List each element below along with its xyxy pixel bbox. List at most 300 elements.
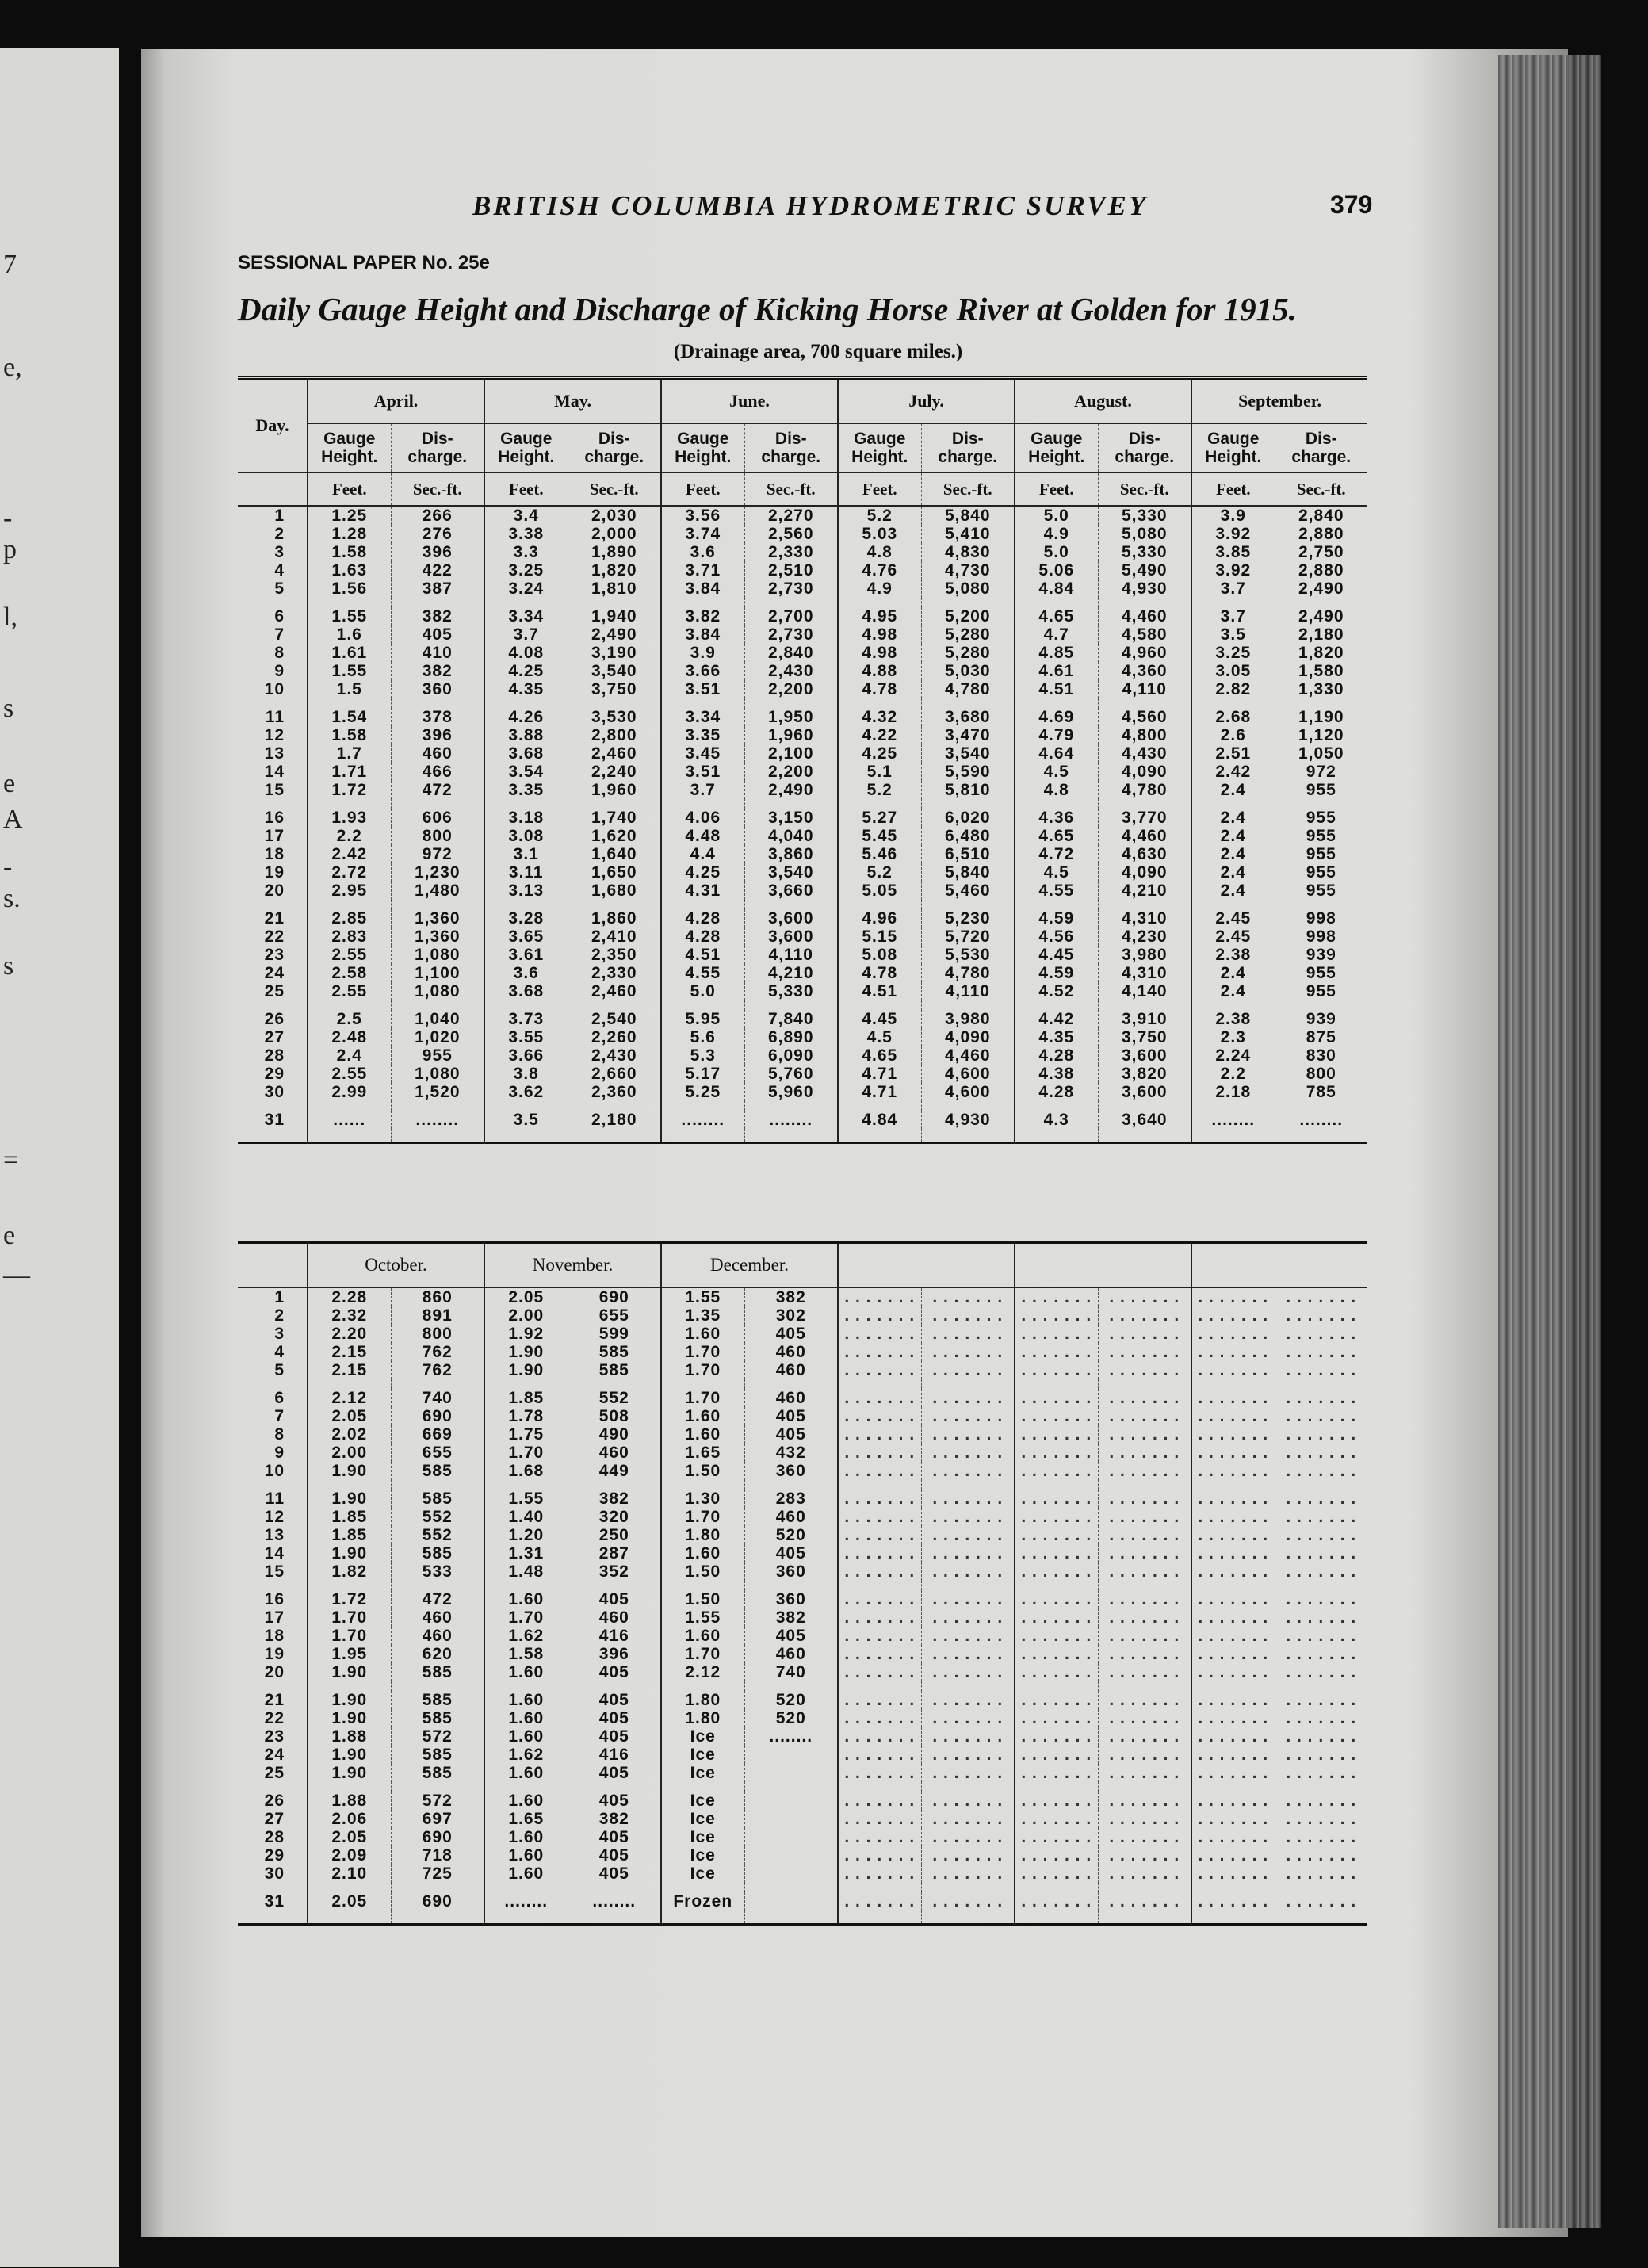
spacer-cell [1191, 900, 1275, 909]
gauge-cell: 3.24 [484, 579, 568, 598]
discharge-cell: 405 [568, 1590, 661, 1608]
margin-fragment: s [3, 951, 14, 981]
empty-cell: . . . . . . . [921, 1645, 1015, 1663]
discharge-cell: 396 [568, 1645, 661, 1663]
gauge-cell: 1.70 [661, 1645, 744, 1663]
gauge-cell: 3.55 [484, 1028, 568, 1046]
spacer-cell [661, 1101, 744, 1111]
spacer-cell [308, 1681, 391, 1691]
running-title: BRITISH COLUMBIA HYDROMETRIC SURVEY [472, 190, 1149, 221]
discharge-cell: 3,600 [744, 927, 838, 946]
table-row [238, 1544, 1367, 1562]
discharge-cell: 1,020 [391, 1028, 484, 1046]
empty-cell: . . . . . . . [1098, 1562, 1191, 1581]
spacer-cell [1275, 598, 1367, 607]
spacer-cell [661, 598, 744, 607]
discharge-cell: 396 [391, 543, 484, 561]
discharge-cell: 2,880 [1275, 561, 1367, 579]
table-row [238, 1526, 1367, 1544]
discharge-cell: 5,080 [921, 579, 1015, 598]
spacer-cell [1191, 1681, 1275, 1691]
gauge-cell: 1.35 [661, 1306, 744, 1325]
empty-cell: . . . . . . . [1275, 1608, 1367, 1627]
spacer-cell [391, 698, 484, 708]
empty-cell: . . . . . . . [921, 1508, 1015, 1526]
margin-fragment: e [3, 1221, 16, 1250]
unit-secft: Sec.-ft. [1275, 472, 1367, 506]
empty-cell: . . . . . . . [921, 1709, 1015, 1727]
gauge-cell: 5.05 [838, 882, 921, 900]
discharge-cell: 5,080 [1098, 525, 1191, 543]
spacer-cell [921, 1910, 1015, 1925]
empty-cell: . . . . . . . [1191, 1608, 1275, 1627]
spacer-cell [744, 1129, 838, 1143]
spacer-cell [838, 1379, 921, 1389]
spacer-cell [1191, 598, 1275, 607]
gauge-cell: 1.90 [308, 1764, 391, 1782]
gauge-cell: 3.65 [484, 927, 568, 946]
gauge-cell: 4.06 [661, 809, 744, 827]
discharge-cell: 4,140 [1098, 982, 1191, 1000]
spacer-cell [661, 1681, 744, 1691]
discharge-cell: 1,360 [391, 927, 484, 946]
empty-cell: . . . . . . . [1275, 1343, 1367, 1361]
day-cell: 9 [274, 661, 285, 680]
discharge-cell: 432 [744, 1444, 838, 1462]
month-header: August. [1015, 378, 1191, 424]
spacer-cell [568, 1480, 661, 1490]
gauge-cell: 3.68 [484, 744, 568, 763]
discharge-header-line: Dis- [421, 430, 453, 448]
discharge-cell: 382 [744, 1608, 838, 1627]
gauge-cell: Ice [661, 1792, 744, 1810]
day-cell: 16 [264, 1589, 285, 1608]
spacer-cell [391, 1480, 484, 1490]
spacer-cell [744, 1000, 838, 1010]
discharge-cell: 800 [1275, 1065, 1367, 1083]
gauge-cell: 4.32 [838, 708, 921, 726]
discharge-cell: 382 [391, 607, 484, 625]
spacer-cell [568, 1910, 661, 1925]
empty-cell: . . . . . . . [838, 1287, 921, 1306]
gauge-cell: 3.4 [484, 506, 568, 525]
discharge-cell: 2,490 [744, 781, 838, 799]
day-cell: 14 [264, 1543, 285, 1562]
gauge-header-line: Gauge [854, 430, 906, 448]
gauge-cell: 1.60 [484, 1727, 568, 1746]
discharge-cell: 740 [391, 1389, 484, 1407]
table-row [238, 1663, 1367, 1681]
table-row [238, 809, 1367, 827]
gauge-cell: 1.58 [484, 1645, 568, 1663]
gauge-cell: 3.05 [1191, 662, 1275, 680]
day-cell: 9 [274, 1443, 285, 1462]
gauge-cell: 3.61 [484, 946, 568, 964]
gauge-cell: 4.55 [1015, 882, 1098, 900]
month-header: July. [838, 378, 1015, 424]
empty-cell: . . . . . . . [1275, 1508, 1367, 1526]
spacer-cell [838, 1101, 921, 1111]
spacer-cell [661, 1883, 744, 1892]
empty-cell: . . . . . . . [1275, 1645, 1367, 1663]
discharge-cell: 1,480 [391, 882, 484, 900]
discharge-cell: 6,090 [744, 1046, 838, 1065]
discharge-cell: 2,460 [568, 982, 661, 1000]
spacer-cell [568, 1000, 661, 1010]
table-row [238, 1306, 1367, 1325]
month-header: May. [484, 378, 661, 424]
gauge-cell: 2.85 [308, 909, 391, 927]
discharge-cell: 360 [744, 1590, 838, 1608]
empty-cell: . . . . . . . [1275, 1590, 1367, 1608]
table-row [238, 607, 1367, 625]
discharge-cell: 287 [568, 1544, 661, 1562]
discharge-cell: 2,800 [568, 726, 661, 744]
empty-cell: . . . . . . . [1015, 1746, 1098, 1764]
discharge-cell: 2,410 [568, 927, 661, 946]
discharge-cell: 655 [568, 1306, 661, 1325]
empty-cell: . . . . . . . [1015, 1892, 1098, 1910]
discharge-cell: 5,590 [921, 763, 1015, 781]
gauge-cell: 2.12 [661, 1663, 744, 1681]
gauge-cell: 3.82 [661, 607, 744, 625]
empty-cell: . . . . . . . [838, 1709, 921, 1727]
discharge-cell: 830 [1275, 1046, 1367, 1065]
discharge-cell: 1,820 [568, 561, 661, 579]
spacer-cell [391, 799, 484, 809]
gauge-cell: 4.88 [838, 662, 921, 680]
empty-cell: . . . . . . . [1191, 1590, 1275, 1608]
spacer-cell [661, 1910, 744, 1925]
spacer-cell [1275, 1782, 1367, 1792]
spacer-cell [921, 1782, 1015, 1792]
day-cell: 22 [264, 927, 285, 946]
discharge-header [921, 423, 1015, 472]
discharge-cell [744, 1865, 838, 1883]
discharge-cell: 460 [391, 744, 484, 763]
empty-cell: . . . . . . . [1275, 1526, 1367, 1544]
gauge-cell: 1.85 [308, 1526, 391, 1544]
day-cell: 24 [264, 1745, 285, 1764]
spacer-cell [568, 698, 661, 708]
month-header: April. [308, 378, 484, 424]
empty-cell: . . . . . . . [1191, 1691, 1275, 1709]
spacer-cell [1275, 1101, 1367, 1111]
empty-cell: . . . . . . . [1015, 1444, 1098, 1462]
gauge-cell: 1.60 [661, 1627, 744, 1645]
spacer-cell [568, 1129, 661, 1143]
gauge-cell: 1.58 [308, 726, 391, 744]
discharge-header [1098, 423, 1191, 472]
empty-cell: . . . . . . . [921, 1389, 1015, 1407]
table-row [238, 561, 1367, 579]
gauge-cell: 5.27 [838, 809, 921, 827]
discharge-cell: 4,460 [921, 1046, 1015, 1065]
gauge-cell: 4.38 [1015, 1065, 1098, 1083]
gauge-cell: 3.13 [484, 882, 568, 900]
gauge-cell: 2.4 [1191, 781, 1275, 799]
empty-cell: . . . . . . . [921, 1544, 1015, 1562]
gauge-cell: 1.72 [308, 781, 391, 799]
gauge-cell: 2.24 [1191, 1046, 1275, 1065]
gauge-cell: 4.8 [1015, 781, 1098, 799]
empty-cell: . . . . . . . [1191, 1663, 1275, 1681]
table-row [238, 1407, 1367, 1425]
empty-cell: . . . . . . . [838, 1407, 921, 1425]
empty-cell: . . . . . . . [1098, 1325, 1191, 1343]
empty-cell: . . . . . . . [838, 1645, 921, 1663]
discharge-cell: 939 [1275, 1010, 1367, 1028]
gauge-cell: 3.11 [484, 863, 568, 882]
discharge-header-line: charge. [1115, 448, 1175, 466]
spacer-cell [391, 1681, 484, 1691]
discharge-cell: 3,820 [1098, 1065, 1191, 1083]
gauge-cell: 2.06 [308, 1810, 391, 1828]
unit-feet: Feet. [484, 472, 568, 506]
discharge-cell: 5,230 [921, 909, 1015, 927]
spacer-cell [921, 1480, 1015, 1490]
gauge-cell: 2.15 [308, 1361, 391, 1379]
discharge-cell: 2,540 [568, 1010, 661, 1028]
discharge-cell: 508 [568, 1407, 661, 1425]
discharge-cell: 3,980 [1098, 946, 1191, 964]
discharge-cell: 396 [391, 726, 484, 744]
spacer-cell [484, 1480, 568, 1490]
gauge-cell: 3.6 [484, 964, 568, 982]
empty-cell: . . . . . . . [921, 1462, 1015, 1480]
empty-cell: . . . . . . . [838, 1389, 921, 1407]
table-row [238, 845, 1367, 863]
discharge-cell [744, 1828, 838, 1846]
gauge-cell: 1.70 [661, 1508, 744, 1526]
spacer-cell [1015, 1000, 1098, 1010]
empty-cell: . . . . . . . [921, 1444, 1015, 1462]
gauge-cell: 2.4 [1191, 809, 1275, 827]
spacer-cell [484, 1129, 568, 1143]
empty-month-header [1191, 1243, 1367, 1288]
discharge-cell: 378 [391, 708, 484, 726]
spacer-cell [838, 900, 921, 909]
discharge-cell: 1,330 [1275, 680, 1367, 698]
gauge-cell: 5.46 [838, 845, 921, 863]
empty-cell: . . . . . . . [1098, 1490, 1191, 1508]
discharge-cell: 520 [744, 1709, 838, 1727]
day-cell: 20 [264, 881, 285, 900]
discharge-cell: 352 [568, 1562, 661, 1581]
gauge-cell: 4.35 [484, 680, 568, 698]
discharge-cell: 320 [568, 1508, 661, 1526]
month-header: September. [1191, 378, 1367, 424]
spacer-cell [1275, 1480, 1367, 1490]
spacer-cell [484, 1782, 568, 1792]
empty-cell: . . . . . . . [838, 1590, 921, 1608]
discharge-cell: 405 [744, 1407, 838, 1425]
gauge-cell: 1.72 [308, 1590, 391, 1608]
discharge-cell: 955 [391, 1046, 484, 1065]
gauge-cell: 2.02 [308, 1425, 391, 1444]
discharge-cell: 2,180 [1275, 625, 1367, 644]
table-row [238, 1083, 1367, 1101]
discharge-cell: 972 [391, 845, 484, 863]
gauge-cell: 2.18 [1191, 1083, 1275, 1101]
empty-cell: . . . . . . . [1191, 1627, 1275, 1645]
gauge-cell: 2.45 [1191, 927, 1275, 946]
empty-cell: . . . . . . . [1015, 1526, 1098, 1544]
empty-cell: . . . . . . . [838, 1846, 921, 1865]
day-header-blank [238, 1243, 308, 1288]
spacer-cell [484, 1581, 568, 1590]
discharge-cell: 585 [391, 1709, 484, 1727]
spacer-cell [484, 1883, 568, 1892]
gauge-cell: 4.22 [838, 726, 921, 744]
spacer-cell [921, 598, 1015, 607]
discharge-cell: 690 [391, 1892, 484, 1910]
table-row [238, 982, 1367, 1000]
empty-cell: . . . . . . . [921, 1792, 1015, 1810]
gauge-cell: 2.32 [308, 1306, 391, 1325]
spacer-cell [1275, 1681, 1367, 1691]
table-row [238, 1645, 1367, 1663]
discharge-cell: 2,840 [744, 644, 838, 662]
spacer-cell [238, 1883, 308, 1892]
discharge-cell: 1,950 [744, 708, 838, 726]
discharge-cell [744, 1746, 838, 1764]
empty-cell: . . . . . . . [838, 1490, 921, 1508]
gauge-cell: 3.66 [661, 662, 744, 680]
spacer-cell [391, 1129, 484, 1143]
discharge-cell: 955 [1275, 809, 1367, 827]
empty-cell: . . . . . . . [1191, 1764, 1275, 1782]
gauge-cell: 1.85 [484, 1389, 568, 1407]
discharge-cell: 449 [568, 1462, 661, 1480]
spacer-cell [744, 1782, 838, 1792]
gauge-cell: Ice [661, 1828, 744, 1846]
table-row [238, 1508, 1367, 1526]
spacer-cell [1098, 1101, 1191, 1111]
empty-cell: . . . . . . . [921, 1407, 1015, 1425]
gauge-cell: 5.2 [838, 863, 921, 882]
gauge-cell: 1.55 [308, 607, 391, 625]
table-row [238, 827, 1367, 845]
spacer-cell [921, 1129, 1015, 1143]
gauge-cell: 4.78 [838, 680, 921, 698]
gauge-cell: 3.71 [661, 561, 744, 579]
discharge-cell: 405 [568, 1663, 661, 1681]
discharge-cell: 5,840 [921, 506, 1015, 525]
empty-cell: . . . . . . . [1191, 1792, 1275, 1810]
gauge-cell: 1.6 [308, 625, 391, 644]
month-header: December. [661, 1243, 838, 1288]
empty-cell: . . . . . . . [838, 1325, 921, 1343]
table-row [238, 1892, 1367, 1910]
gauge-cell: Ice [661, 1810, 744, 1828]
empty-cell: . . . . . . . [1191, 1407, 1275, 1425]
gauge-cell: 2.95 [308, 882, 391, 900]
day-cell: 27 [264, 1027, 285, 1046]
discharge-cell: 2,260 [568, 1028, 661, 1046]
gauge-cell: 1.60 [484, 1846, 568, 1865]
gauge-cell: 5.08 [838, 946, 921, 964]
discharge-cell: 620 [391, 1645, 484, 1663]
discharge-cell: 585 [391, 1462, 484, 1480]
gauge-cell: 2.3 [1191, 1028, 1275, 1046]
empty-cell: . . . . . . . [1015, 1727, 1098, 1746]
table-row [238, 1111, 1367, 1129]
spacer-cell [238, 1000, 308, 1010]
spacer-cell [308, 1581, 391, 1590]
discharge-cell: 520 [744, 1691, 838, 1709]
spacer-cell [661, 1782, 744, 1792]
empty-cell: . . . . . . . [1098, 1462, 1191, 1480]
discharge-cell: 405 [568, 1846, 661, 1865]
gauge-cell: 4.96 [838, 909, 921, 927]
spacer-cell [484, 598, 568, 607]
gauge-cell: 4.98 [838, 625, 921, 644]
spacer-cell [1191, 1581, 1275, 1590]
discharge-cell: 460 [744, 1361, 838, 1379]
gauge-cell: 2.58 [308, 964, 391, 982]
discharge-cell: 1,580 [1275, 662, 1367, 680]
discharge-cell: 6,480 [921, 827, 1015, 845]
gauge-cell: Ice [661, 1846, 744, 1865]
gauge-header-line: Height. [675, 448, 732, 466]
discharge-cell: 1,680 [568, 882, 661, 900]
spacer-cell [661, 900, 744, 909]
discharge-header-line: Dis- [598, 430, 630, 448]
gauge-header-line: Height. [1205, 448, 1262, 466]
empty-cell: . . . . . . . [1098, 1407, 1191, 1425]
gauge-cell: 2.51 [1191, 744, 1275, 763]
table-row [238, 662, 1367, 680]
discharge-cell: 955 [1275, 827, 1367, 845]
gauge-cell: 1.55 [308, 662, 391, 680]
table-row [238, 744, 1367, 763]
spacer-cell [238, 799, 308, 809]
gauge-cell: 1.95 [308, 1645, 391, 1663]
day-cell: 6 [274, 606, 285, 625]
table-row [238, 1462, 1367, 1480]
spacer-cell [308, 900, 391, 909]
day-cell: 29 [264, 1845, 285, 1865]
table-row [238, 1810, 1367, 1828]
discharge-cell: 460 [744, 1389, 838, 1407]
margin-fragment: e, [3, 353, 22, 382]
discharge-cell: 405 [744, 1425, 838, 1444]
gauge-header-line: Gauge [1030, 430, 1083, 448]
discharge-cell [744, 1892, 838, 1910]
spacer-cell [1015, 900, 1098, 909]
empty-cell: . . . . . . . [921, 1627, 1015, 1645]
spacer-cell [1098, 1379, 1191, 1389]
margin-fragment: 7 [3, 250, 17, 279]
discharge-cell: 472 [391, 781, 484, 799]
margin-fragment: l, [3, 602, 17, 632]
spacer-cell [238, 1681, 308, 1691]
spacer-cell [391, 1581, 484, 1590]
discharge-cell: 1,960 [568, 781, 661, 799]
gauge-header-line: Height. [851, 448, 908, 466]
spacer-cell [921, 1101, 1015, 1111]
discharge-cell: 585 [391, 1691, 484, 1709]
discharge-cell: ........ [1275, 1111, 1367, 1129]
gauge-cell: 3.18 [484, 809, 568, 827]
gauge-cell: 1.55 [661, 1608, 744, 1627]
spacer-cell [744, 598, 838, 607]
table-row [238, 1389, 1367, 1407]
discharge-cell: 2,240 [568, 763, 661, 781]
gauge-cell: 1.60 [484, 1828, 568, 1846]
discharge-cell: 4,090 [1098, 863, 1191, 882]
